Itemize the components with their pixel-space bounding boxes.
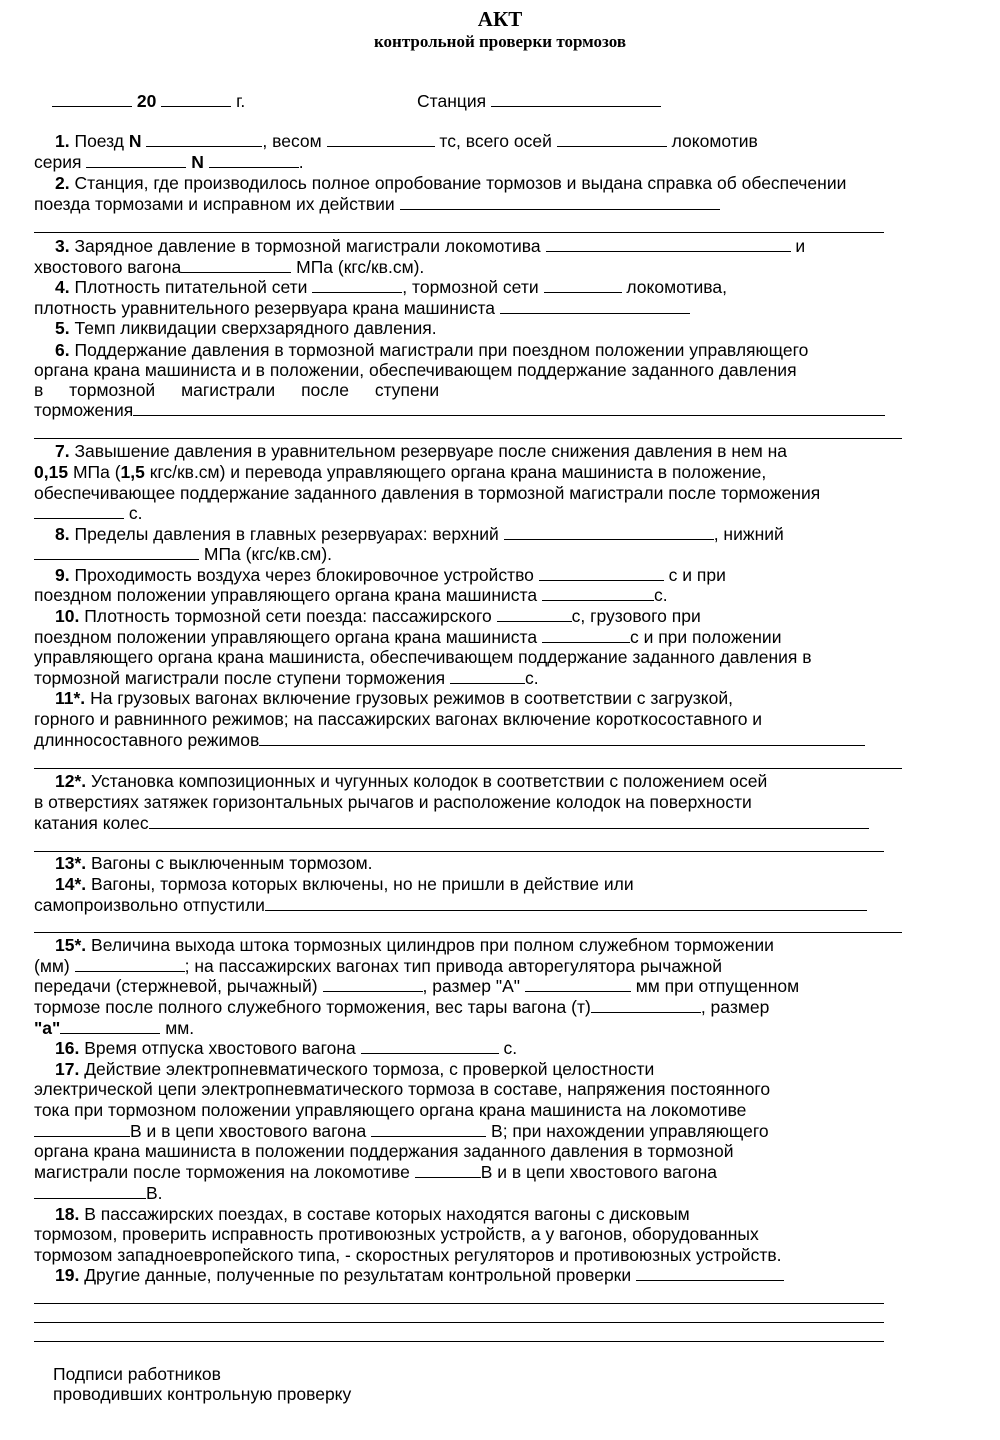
size-a-lower-blank[interactable] <box>60 1018 160 1034</box>
drive-type-blank[interactable] <box>323 976 423 992</box>
airflow-train-position-blank[interactable] <box>542 585 654 601</box>
passenger-density-blank[interactable] <box>497 606 572 622</box>
item-18-line-2: тормозом, проверить исправность противоюзных устройств, а у вагонов, оборудованных <box>34 1224 759 1244</box>
item-15-line-1: 15*. Величина выхода штока тормозных цилиндров при полном служебном торможении <box>55 935 774 955</box>
item-7-line-4: с. <box>34 503 143 524</box>
item-10-line-2: поездном положении управляющего органа крана машиниста с и при положении <box>34 627 782 647</box>
airflow-blank[interactable] <box>539 565 664 581</box>
date-line <box>52 91 245 112</box>
piston-stroke-blank[interactable] <box>75 956 185 972</box>
voltage-loco-hold-blank[interactable] <box>415 1162 481 1178</box>
main-reservoir-upper-blank[interactable] <box>504 524 714 540</box>
blank-rule[interactable] <box>34 932 902 933</box>
other-data-blank[interactable] <box>636 1265 784 1281</box>
item-7-line-1: 7. Завышение давления в уравнительном резервуаре после снижения давления в нем на <box>55 441 788 461</box>
item-16: 16. Время отпуска хвостового вагона с. <box>55 1038 518 1058</box>
item-10-line-1: 10. Плотность тормозной сети поезда: пассажирского с, грузового при <box>55 606 701 626</box>
item-2-line-2: поезда тормозами и исправном их действии <box>34 194 720 215</box>
year-suffix: г. <box>236 91 246 111</box>
brake-shoes-blank[interactable] <box>149 813 869 829</box>
item-14-line-2: самопроизвольно отпустили <box>34 895 867 916</box>
supply-net-density-blank[interactable] <box>312 277 402 293</box>
item-5: 5. Темп ликвидации сверхзарядного давления. <box>55 318 437 338</box>
year-prefix: 20 <box>136 91 157 111</box>
item-17-line-4: В и в цепи хвостового вагона В; при нахождении управляющего <box>34 1121 769 1142</box>
item-7-line-2: 0,15 МПа (1,5 кгс/кв.см) и перевода управляющего органа крана машиниста в положение, <box>34 462 767 482</box>
item-10-line-3: управляющего органа крана машиниста, обеспечивающем поддержание заданного давления в <box>34 647 812 667</box>
station-label: Станция <box>417 91 487 111</box>
station-test-blank[interactable] <box>400 194 720 210</box>
blank-rule[interactable] <box>34 1322 884 1323</box>
item-18-line-3: тормозом западноевропейского типа, - скоростных регуляторов и противоюзных устройств. <box>34 1245 782 1265</box>
release-time-blank[interactable] <box>361 1038 499 1054</box>
charge-pressure-tail-blank[interactable] <box>181 257 291 273</box>
axles-blank[interactable] <box>557 131 667 147</box>
item-17-line-7: В. <box>34 1183 163 1204</box>
blank-rule[interactable] <box>34 232 884 233</box>
loco-series-blank[interactable] <box>86 152 186 168</box>
item-17-line-3: тока при тормозном положении управляющего органа крана машиниста на локомотиве <box>34 1100 747 1120</box>
blank-rule[interactable] <box>34 768 902 769</box>
item-9-line-2: поездном положении управляющего органа крана машиниста с. <box>34 585 668 605</box>
item-15-line-4: тормозе после полного служебного торможения, вес тары вагона (т) , размер <box>34 997 770 1017</box>
item-8-line-1: 8. Пределы давления в главных резервуарах: верхний , нижний <box>55 524 784 544</box>
blank-rule[interactable] <box>34 1341 884 1342</box>
item-6-line-1: 6. Поддержание давления в тормозной магистрали при поездном положении управляющего <box>55 340 809 360</box>
blank-rule[interactable] <box>34 851 884 852</box>
overcharge-time-blank[interactable] <box>34 503 124 519</box>
signatures-line-1: Подписи работников <box>53 1364 221 1384</box>
item-12-line-3: катания колес <box>34 813 869 834</box>
item-11-line-1: 11*. На грузовых вагонах включение грузовых режимов в соответствии с загрузкой, <box>55 688 733 708</box>
year-blank[interactable] <box>161 91 231 107</box>
item-7-line-3: обеспечивающее поддержание заданного давления в тормозной магистрали после торможения <box>34 483 821 503</box>
charge-pressure-loco-blank[interactable] <box>546 236 791 252</box>
date-blank[interactable] <box>52 91 132 107</box>
item-17-line-2: электрической цепи электропневматического тормоза в составе, напряжения постоянного <box>34 1079 771 1099</box>
voltage-tail-blank[interactable] <box>371 1121 486 1137</box>
modes-blank[interactable] <box>259 730 865 746</box>
tare-weight-blank[interactable] <box>591 997 701 1013</box>
item-12-line-1: 12*. Установка композиционных и чугунных колодок в соответствии с положением осей <box>55 771 768 791</box>
blank-rule[interactable] <box>34 438 902 439</box>
item-4-line-1: 4. Плотность питательной сети , тормозной сети локомотива, <box>55 277 727 297</box>
pressure-hold-blank[interactable] <box>133 400 885 416</box>
item-17-line-5: органа крана машиниста в положении поддержания заданного давления в тормозной <box>34 1141 734 1161</box>
item-3-line-2: хвостового вагона МПа (кгс/кв.см). <box>34 257 425 277</box>
size-a-upper-blank[interactable] <box>525 976 631 992</box>
brake-net-density-blank[interactable] <box>544 277 622 293</box>
equalizing-reservoir-blank[interactable] <box>500 298 690 314</box>
item-10-line-4: тормозной магистрали после ступени торможения с. <box>34 668 539 688</box>
item-6-line-3: в тормозной магистрали после ступени <box>34 380 440 400</box>
item-6-line-4: торможения <box>34 400 885 421</box>
voltage-tail-hold-blank[interactable] <box>34 1183 146 1199</box>
document-title: АКТ <box>477 7 523 31</box>
main-reservoir-lower-blank[interactable] <box>34 544 199 560</box>
item-1-line-2: серия N . <box>34 152 304 172</box>
item-17-line-1: 17. Действие электропневматического тормоза, с проверкой целостности <box>55 1059 655 1079</box>
item-14-line-1: 14*. Вагоны, тормоза которых включены, но не пришли в действие или <box>55 874 634 894</box>
item-15-line-3: передачи (стержневой, рычажный) , размер "А" мм при отпущенном <box>34 976 800 996</box>
item-15-line-5: "а" мм. <box>34 1018 195 1038</box>
train-number-blank[interactable] <box>146 131 262 147</box>
item-9-line-1: 9. Проходимость воздуха через блокировочное устройство с и при <box>55 565 726 585</box>
train-weight-blank[interactable] <box>327 131 435 147</box>
station-blank[interactable] <box>491 91 661 107</box>
failed-brakes-blank[interactable] <box>265 895 867 911</box>
item-11-line-3: длинносоставного режимов <box>34 730 865 751</box>
freight-density-blank[interactable] <box>542 627 630 643</box>
station-line <box>417 91 661 112</box>
item-3-line-1: 3. Зарядное давление в тормозной магистрали локомотива и <box>55 236 806 256</box>
item-19: 19. Другие данные, полученные по результатам контрольной проверки <box>55 1265 784 1286</box>
item-8-line-2: МПа (кгс/кв.см). <box>34 544 332 565</box>
brake-step-density-blank[interactable] <box>450 668 525 684</box>
item-4-line-2: плотность уравнительного резервуара крана машиниста <box>34 298 690 319</box>
item-6-line-2: органа крана машиниста и в положении, обеспечивающем поддержание заданного давления <box>34 360 797 380</box>
blank-rule[interactable] <box>34 1303 884 1304</box>
item-12-line-2: в отверстиях затяжек горизонтальных рычагов и расположение колодок на поверхности <box>34 792 752 812</box>
document-subtitle: контрольной проверки тормозов <box>373 32 627 51</box>
item-18-line-1: 18. В пассажирских поездах, в составе которых находятся вагоны с дисковым <box>55 1204 690 1224</box>
voltage-loco-blank[interactable] <box>34 1121 130 1137</box>
item-17-line-6: магистрали после торможения на локомотиве В и в цепи хвостового вагона <box>34 1162 717 1182</box>
signatures-line-2: проводивших контрольную проверку <box>53 1384 352 1404</box>
item-2-line-1: 2. Станция, где производилось полное опробование тормозов и выдана справка об обеспечении <box>55 173 847 193</box>
loco-number-blank[interactable] <box>209 152 299 168</box>
item-1-line-1: 1. Поезд N , весом тс, всего осей локомотив <box>55 131 758 151</box>
item-15-line-2: (мм) ; на пассажирских вагонах тип привода авторегулятора рычажной <box>34 956 722 976</box>
item-11-line-2: горного и равнинного режимов; на пассажирских вагонах включение короткосоставного и <box>34 709 763 729</box>
item-13: 13*. Вагоны с выключенным тормозом. <box>55 853 373 873</box>
